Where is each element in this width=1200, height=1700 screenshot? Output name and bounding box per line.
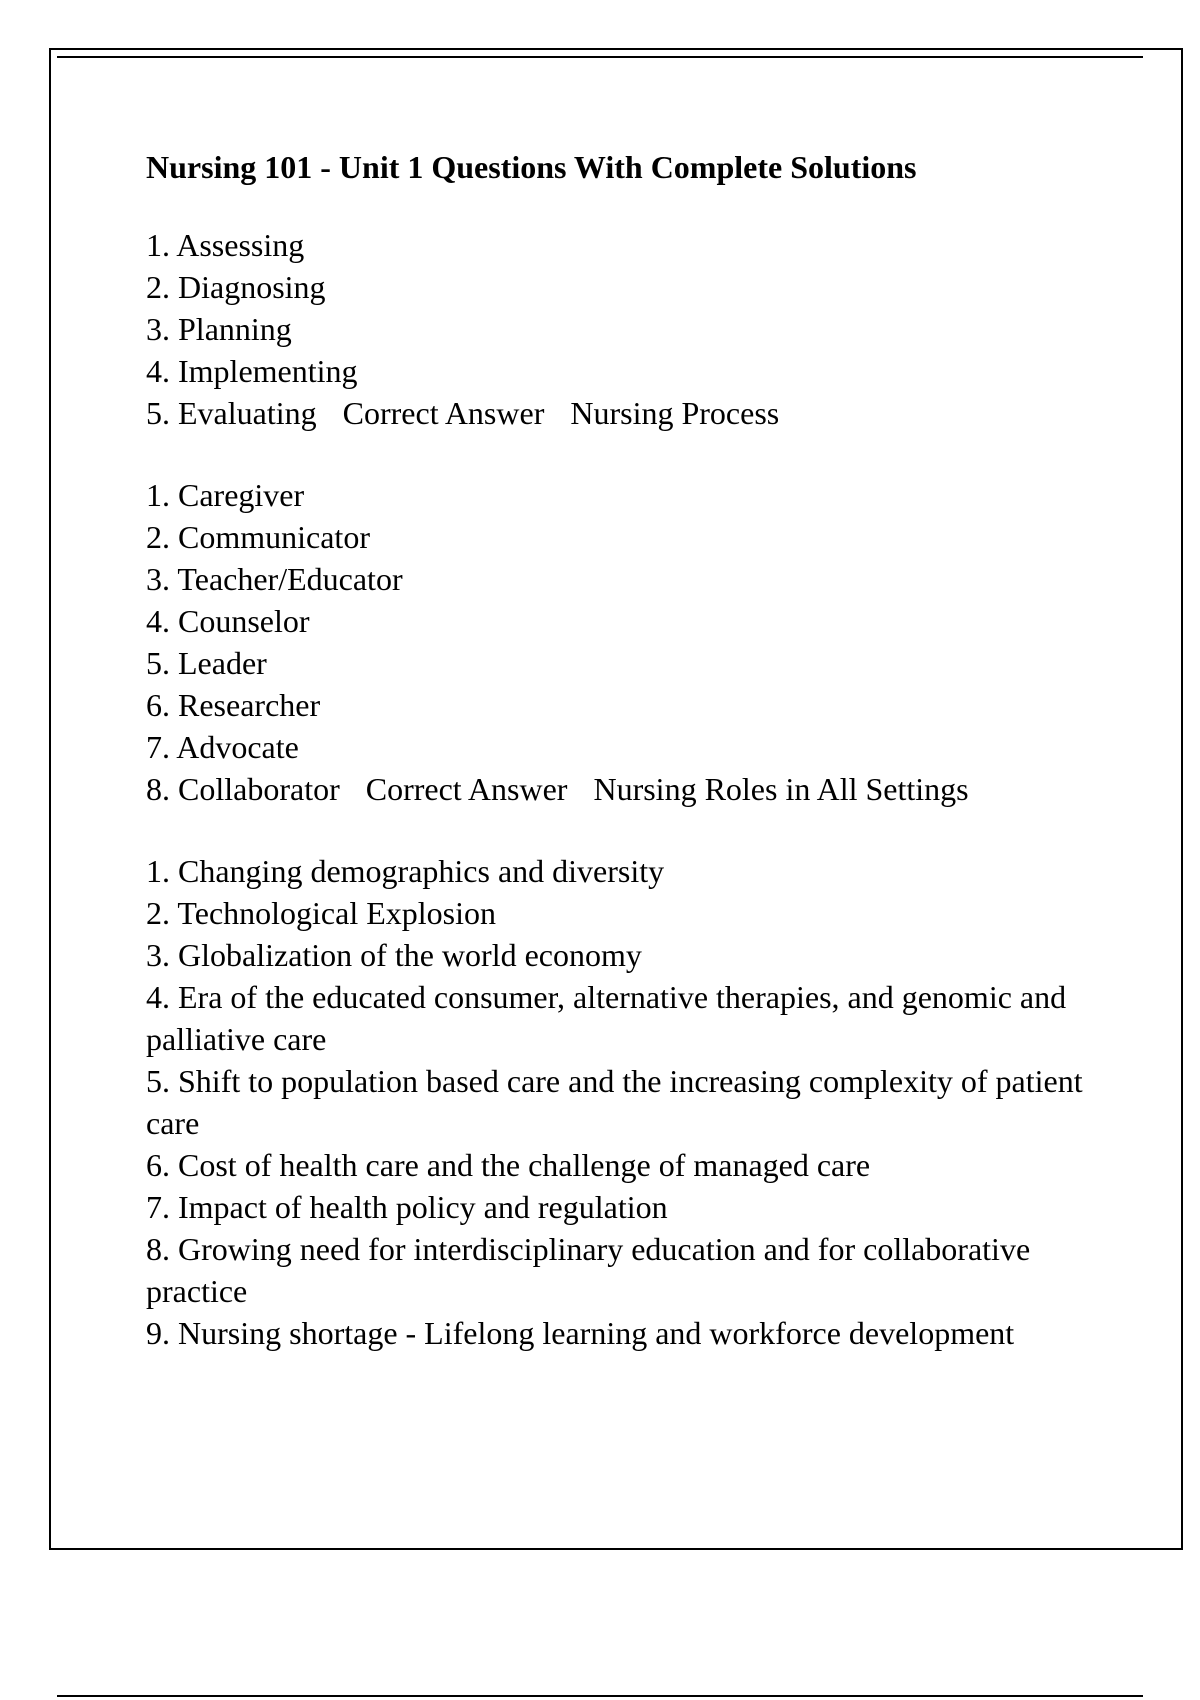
answer-line (146, 392, 1106, 434)
list-item: 1. Changing demographics and diversity (146, 853, 665, 889)
list-item: 8. Growing need for interdisciplinary education and for collaborative practice (146, 1231, 1039, 1309)
document-body (146, 146, 1106, 1394)
list-item: 9. Nursing shortage - Lifelong learning and workforce development (146, 1315, 1015, 1351)
answer-text: Nursing Process (570, 395, 780, 431)
answer-line (146, 768, 1106, 810)
answer-text: Nursing Roles in All Settings (593, 771, 969, 807)
list-item: 7. Advocate (146, 729, 299, 765)
correct-answer-label: Correct Answer (342, 395, 545, 431)
question-block-trends (146, 850, 1106, 1354)
footer-rule (57, 1695, 1143, 1697)
list-item: 5. Leader (146, 645, 267, 681)
list-item: 1. Caregiver (146, 477, 305, 513)
list-item: 4. Implementing (146, 353, 358, 389)
list-item: 1. Assessing (146, 227, 305, 263)
list-item: 3. Globalization of the world economy (146, 937, 642, 973)
list-item: 8. Collaborator (146, 771, 340, 807)
document-title: Nursing 101 - Unit 1 Questions With Complete Solutions (146, 149, 917, 185)
list-item: 2. Technological Explosion (146, 895, 496, 931)
list-item: 4. Era of the educated consumer, alternative therapies, and genomic and palliative care (146, 979, 1075, 1057)
correct-answer-label: Correct Answer (365, 771, 568, 807)
list-item: 3. Planning (146, 311, 292, 347)
list-item: 7. Impact of health policy and regulation (146, 1189, 668, 1225)
header-rule (57, 56, 1143, 58)
list-item: 6. Cost of health care and the challenge of managed care (146, 1147, 871, 1183)
question-block-nursing-process (146, 224, 1106, 434)
list-item: 5. Evaluating (146, 395, 317, 431)
question-block-nursing-roles (146, 474, 1106, 810)
list-item: 5. Shift to population based care and the increasing complexity of patient care (146, 1063, 1091, 1141)
list-item: 2. Diagnosing (146, 269, 326, 305)
list-item: 4. Counselor (146, 603, 310, 639)
list-item: 6. Researcher (146, 687, 321, 723)
list-item: 3. Teacher/Educator (146, 561, 403, 597)
list-item: 2. Communicator (146, 519, 370, 555)
